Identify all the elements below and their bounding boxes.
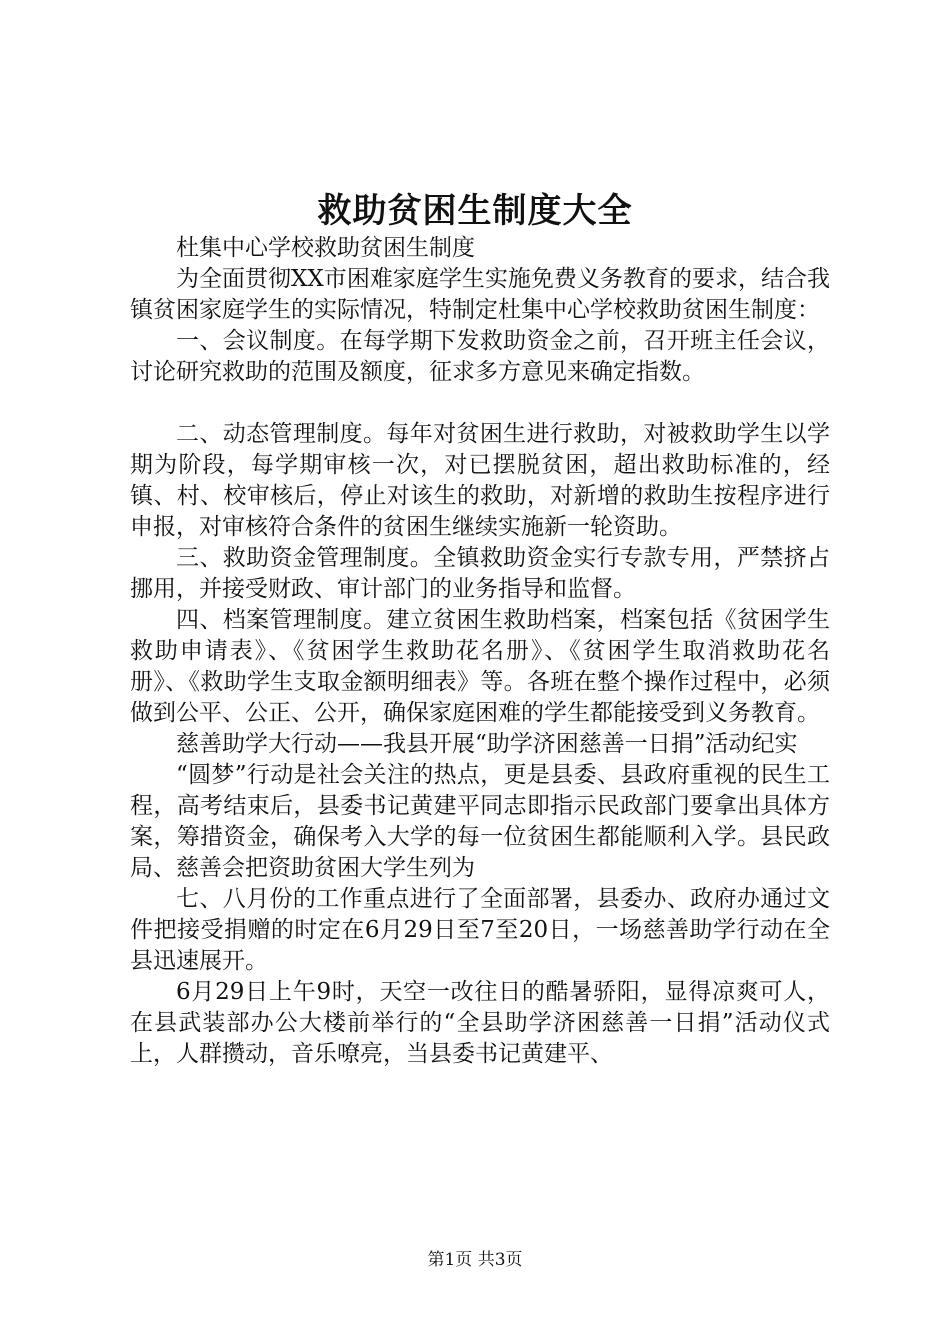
paragraph-dream-action: “圆梦”行动是社会关注的热点，更是县委、县政府重视的民生工程，高考结束后，县委书记黄建平同志即指示民政部门要拿出具体方案，筹措资金，确保考入大学的每一位贫困生都能顺利入学。县民政局、慈善会把资助贫困大学生列为 (130, 762, 830, 881)
paragraph-archive-management: 四、档案管理制度。建立贫困生救助档案，档案包括《贫困学生救助申请表》、《贫困学生救助花名册》、《贫困学生取消救助花名册》、《救助学生支取金额明细表》等。各班在整个操作过程中，必须做到公平、公正、公开，确保家庭困难的学生都能接受到义务教育。 (130, 607, 830, 726)
paragraph-june-29: 6月29日上午9时，天空一改往日的酷暑骄阳，显得凉爽可人，在县武装部办公大楼前举行的“全县助学济困慈善一日捐”活动仪式上，人群攒动，音乐嘹亮，当县委书记黄建平、 (130, 979, 830, 1067)
paragraph-meeting-system: 一、会议制度。在每学期下发救助资金之前，召开班主任会议，讨论研究救助的范围及额度，征求多方意见来确定指数。 (130, 328, 830, 385)
paragraph-subtitle: 杜集中心学校救助贫困生制度 (176, 235, 475, 261)
paragraph-intro: 为全面贯彻XX市困难家庭学生实施免费义务教育的要求，结合我镇贫困家庭学生的实际情况，特制定杜集中心学校救助贫困生制度： (130, 266, 830, 323)
page-footer: 第1页 共3页 (427, 1250, 523, 1270)
page-title: 救助贫困生制度大全 (317, 191, 633, 231)
paragraph-charity-heading: 慈善助学大行动——我县开展“助学济困慈善一日捐”活动纪实 (176, 731, 798, 757)
document-body (130, 233, 830, 1070)
paragraph-fund-management: 三、救助资金管理制度。全镇救助资金实行专款专用，严禁挤占挪用，并接受财政、审计部门的业务指导和监督。 (130, 545, 830, 602)
paragraph-dynamic-management: 二、动态管理制度。每年对贫困生进行救助，对被救助学生以学期为阶段，每学期审核一次，对已摆脱贫困，超出救助标准的，经镇、村、校审核后，停止对该生的救助，对新增的救助生按程序进行申报，对审核符合条件的贫困生继续实施新一轮资助。 (130, 421, 830, 540)
paragraph-july-august: 七、八月份的工作重点进行了全面部署，县委办、政府办通过文件把接受捐赠的时定在6月29日至7至20日，一场慈善助学行动在全县迅速展开。 (130, 886, 830, 974)
